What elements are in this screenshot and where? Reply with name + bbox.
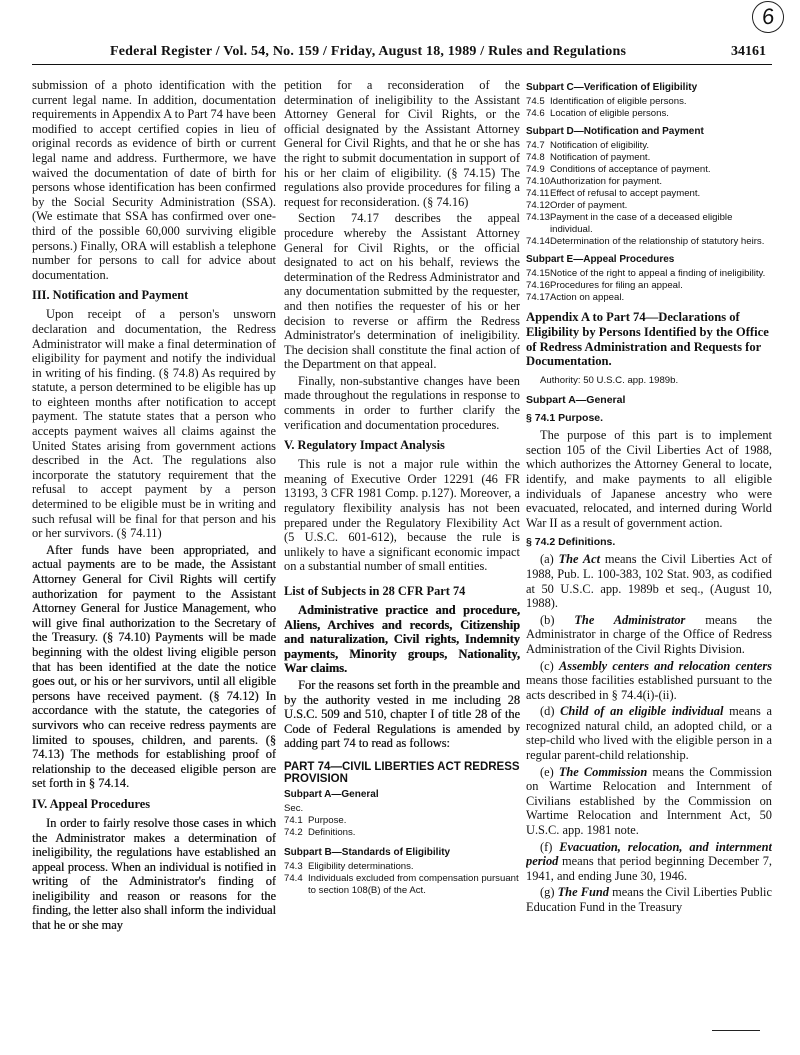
bottom-rule-divider	[712, 1030, 760, 1031]
page-mark-text: 6	[760, 3, 776, 30]
toc-subpart-heading: Subpart A—General	[284, 788, 379, 800]
toc-number: 74.17	[526, 292, 551, 303]
toc-row	[284, 827, 520, 839]
toc-row	[526, 292, 772, 304]
toc-title: Notice of the right to appeal a finding of ineligibility.	[550, 268, 766, 279]
definition-a: (a) The Act means the Civil Liberties Act of 1988, Pub. L. 100-383, 102 Stat. 903, as codified at 50 U.S.C. app. 1989b et seq., (August 10, 1988).	[526, 552, 772, 611]
paragraph: petition for a reconsideration of the determination of ineligibility to the Assistant Attorney General for Civil Rights, or the official designated by the Assistant Attorney General for Civil Rights, and that he or she has the right to submit documentation in support of his or her claim of eligibility. (§ 74.15) The regulations also provide procedures for filing a request for reconsideration. (§ 74.16)	[284, 78, 520, 209]
definition-text: means that period beginning December 7, 1941, and ending June 30, 1946.	[526, 854, 772, 883]
toc-number: 74.3	[284, 860, 303, 872]
definition-text: means the Commission on Wartime Relocation and Internment of Civilians established by the Commission on Wartime Relocation and Internment Act, 50 U.S.C. app. 1981 note.	[526, 764, 772, 838]
definition-f: (f) Evacuation, relocation, and internment period means that period beginning December 7, 1941, and ending June 30, 1946.	[526, 839, 772, 883]
section-heading-appeal: IV. Appeal Procedures	[32, 796, 151, 811]
definition-text: means a recognized natural child, an adopted child, or a step-child who lived with the eligible person in a regular parent-child relationship.	[526, 704, 772, 763]
toc-row	[526, 268, 772, 280]
toc-title: Notification of payment.	[550, 152, 651, 163]
toc-row	[526, 280, 772, 292]
definition-text: means the Civil Liberties Act of 1988, Pub. L. 100-383, 102 Stat. 903, as codified at 50 U.S.C. app. 1989b et seq., (August 10, 1988).	[526, 552, 772, 611]
toc-number: 74.1	[284, 814, 303, 826]
toc-title: Authorization for payment.	[550, 176, 662, 187]
paragraph: After funds have been appropriated, and actual payments are to be made, the Assistant Attorney General for Civil Rights will certify authorization for payment to the Assistant Attorney General for Justice Management, who will give final authorization to the Secretary of the Treasury. (§ 74.10) Payments will be made beginning with the oldest living eligible person that has been identified at the date the notice goes out, or his or her survivors, until all eligible persons have received payment. (§ 74.12) In accordance with the statute, the categories of survivors who can receive redress payments are limited to spouses, children, and parents. (§ 74.13) The methods for establishing proof of relationship to the deceased eligible person are set forth in § 74.14.	[32, 542, 276, 791]
header-page-number: 34161	[731, 44, 766, 59]
toc-title: Identification of eligible persons.	[550, 96, 687, 107]
definition-term: The Act	[558, 552, 601, 567]
toc-title: Determination of the relationship of statutory heirs.	[550, 236, 765, 247]
running-header	[32, 38, 772, 65]
toc-row	[284, 861, 520, 873]
toc-row	[526, 164, 772, 176]
toc-title: Purpose.	[308, 814, 347, 826]
toc-subpart-heading: Subpart D—Notification and Payment	[526, 126, 704, 137]
section-label-definitions: § 74.2 Definitions.	[526, 536, 616, 549]
toc-title: Definitions.	[308, 826, 356, 838]
toc-title: Procedures for filing an appeal.	[550, 280, 683, 291]
section-heading-regulatory: V. Regulatory Impact Analysis	[284, 438, 445, 453]
toc-row	[284, 873, 520, 897]
paragraph: Upon receipt of a person's unsworn declaration and documentation, the Redress Administrator will make a final determination of eligibility for payment and notify the individual in writing of his finding. (§ 74.8) As required by statute, a person determined to be eligible has up to eighteen months after notification to accept payment. The statute states that a person who accepts payment waives all claims against the United States arising from government actions described in the Act. The regulations also incorporate the statutory requirement that the refusal to accept payment by a person determined to be eligible must be in writing and such refusal will be final for that person and his or her survivors. (§ 74.11)	[32, 307, 276, 541]
definition-term: The Fund	[557, 885, 609, 900]
definition-term: The Commission	[558, 764, 648, 779]
toc-subpart-heading: Subpart E—Appeal Procedures	[526, 254, 675, 265]
toc-number: 74.9	[526, 164, 545, 175]
toc-title: Individuals excluded from compensation pursuant to section 108(B) of the Act.	[308, 872, 519, 896]
paragraph: Finally, non-substantive changes have been made throughout the regulations in response to comments in order to further clarify the verification and documentation procedures.	[284, 373, 520, 432]
toc-row	[526, 176, 772, 188]
toc-title: Notification of eligibility.	[550, 140, 650, 151]
toc-number: 74.6	[526, 108, 545, 119]
toc-row	[284, 815, 520, 827]
paragraph: For the reasons set forth in the preamble and by the authority vested in me including 28 U.S.C. 509 and 510, chapter I of title 28 of the Code of Federal Regulations is amended by adding part 74 to read as follows:	[284, 677, 520, 751]
authority-line: Authority: 50 U.S.C. app. 1989b.	[540, 375, 679, 387]
definition-c: (c) Assembly centers and relocation centers means those facilities established pursuant to the acts described in § 74.4(i)-(ii).	[526, 658, 772, 702]
section-heading-subjects: List of Subjects in 28 CFR Part 74	[284, 584, 466, 598]
toc-title: Effect of refusal to accept payment.	[550, 188, 701, 199]
toc-number: 74.2	[284, 826, 303, 838]
section-heading-notification: III. Notification and Payment	[32, 288, 189, 303]
paragraph-subjects: Administrative practice and procedure, Aliens, Archives and records, Citizenship and naturalization, Civil rights, Indemnity payments, Minority groups, Nationality, War claims.	[284, 603, 520, 676]
definition-term: Assembly centers and relocation centers	[559, 658, 772, 673]
toc-number: 74.4	[284, 872, 303, 884]
toc-row	[526, 188, 772, 200]
toc-row	[526, 200, 772, 212]
definition-e: (e) The Commission means the Commission on Wartime Relocation and Internment of Civilians established by the Commission on Wartime Relocation and Internment Act, 50 U.S.C. app. 1981 note.	[526, 764, 772, 838]
toc-row	[526, 96, 772, 108]
toc-number: 74.13	[526, 212, 551, 223]
toc-number: 74.8	[526, 152, 545, 163]
definition-text: means the Civil Liberties Public Education Fund in the Treasury	[526, 885, 772, 914]
paragraph: This rule is not a major rule within the meaning of Executive Order 12291 (46 FR 13193, 3 CFR 1981 Comp. p.127). Moreover, a regulatory flexibility analysis has not been prepared under the Regulatory Flexibility Act (5 U.S.C. 601-612), because the rule is unlikely to have a significant economic impact on a substantial number of small entities.	[284, 457, 520, 574]
toc-title: Action on appeal.	[550, 292, 625, 303]
toc-number: 74.14	[526, 236, 551, 247]
column-left	[32, 78, 276, 1038]
column-right	[526, 78, 772, 1038]
toc-subpart-heading: Subpart C—Verification of Eligibility	[526, 82, 698, 93]
toc-sec-label	[284, 803, 520, 815]
section-label-purpose: § 74.1 Purpose.	[526, 412, 604, 425]
toc-number: 74.10	[526, 176, 551, 187]
definition-term: Evacuation, relocation, and internment period	[526, 839, 772, 869]
paragraph: In order to fairly resolve those cases in which the Administrator makes a determination of ineligibility, the regulations have established an appeal process. When an individual is notified in writing of the Administrator's finding of ineligibility and reason or reasons for the finding, the letter also shall inform the individual that he or she may	[32, 815, 276, 933]
toc-number: 74.12	[526, 200, 551, 211]
toc-title: Eligibility determinations.	[308, 860, 414, 872]
definition-term: Child of an eligible individual	[560, 704, 724, 719]
toc-number: 74.16	[526, 280, 551, 291]
toc-number: 74.5	[526, 96, 545, 107]
paragraph-purpose: The purpose of this part is to implement section 105 of the Civil Liberties Act of 1988, which authorizes the Attorney General to locate, identify, and make payments to all eligible individuals of Japanese ancestry who were evacuated, relocated, and interned during World War II as a result of government action.	[526, 428, 772, 530]
toc-row	[526, 108, 772, 120]
appendix-title: Appendix A to Part 74—Declarations of Eligibility by Persons Identified by the Office of Redress Administration and Requests for Documentation.	[526, 310, 769, 369]
toc-title: Location of eligible persons.	[550, 108, 669, 119]
toc-row	[526, 212, 772, 236]
toc-row	[526, 236, 772, 248]
definition-d: (d) Child of an eligible individual means a recognized natural child, an adopted child, or a step-child who lived with the eligible person in a regular parent-child relationship.	[526, 704, 772, 763]
toc-title: Conditions of acceptance of payment.	[550, 164, 711, 175]
toc-subpart-heading: Subpart B—Standards of Eligibility	[284, 846, 451, 858]
definition-g: (g) The Fund means the Civil Liberties Public Education Fund in the Treasury	[526, 885, 772, 914]
toc-sec: Sec.	[284, 802, 304, 814]
part-heading: PART 74—CIVIL LIBERTIES ACT REDRESS PROVISION	[284, 760, 520, 785]
toc-number: 74.11	[526, 188, 550, 199]
paragraph: Section 74.17 describes the appeal procedure whereby the Assistant Attorney General for Civil Rights, or the official designated to act on his behalf, reviews the determination of the Redress Administrator and any documentation submitted by the requester, and then notifies the requester of his or her decision to reverse or affirm the Redress Administrator's determination of ineligibility. The decision shall constitute the final action of the Department on that appeal.	[284, 211, 520, 372]
handwritten-page-mark	[750, 0, 786, 35]
toc-row	[526, 152, 772, 164]
toc-title: Payment in the case of a deceased eligible individual.	[550, 212, 733, 235]
header-publication-line: Federal Register / Vol. 54, No. 159 / Friday, August 18, 1989 / Rules and Regulations	[110, 44, 627, 59]
paragraph: submission of a photo identification with the current legal name. In addition, documentation requirements in Appendix A to Part 74 have been modified to accept certified copies in lieu of original records as evidence of birth or current legal name and address. Furthermore, we have waived the documentation of date of birth for persons whose identification has been confirmed by the Social Security Administration (SSA). (We estimate that SSA has confirmed over one-third of the possible 60,000 surviving eligible persons.) Finally, ORA will establish a telephone number for persons to call for advice about documentation.	[32, 78, 276, 282]
toc-number: 74.15	[526, 268, 551, 279]
toc-number: 74.7	[526, 140, 545, 151]
subpart-heading-general: Subpart A—General	[526, 394, 626, 407]
definition-b: (b) The Administrator means the Administrator in charge of the Office of Redress Administration of the Civil Rights Division.	[526, 612, 772, 656]
toc-row	[526, 140, 772, 152]
definition-text: means the Administrator in charge of the Office of Redress Administration of the Civil Rights Division.	[526, 612, 772, 656]
column-middle	[284, 78, 520, 1038]
toc-title: Order of payment.	[550, 200, 628, 211]
definition-text: means those facilities established pursuant to the acts described in § 74.4(i)-(ii).	[526, 673, 772, 702]
definition-term: The Administrator	[574, 612, 686, 627]
